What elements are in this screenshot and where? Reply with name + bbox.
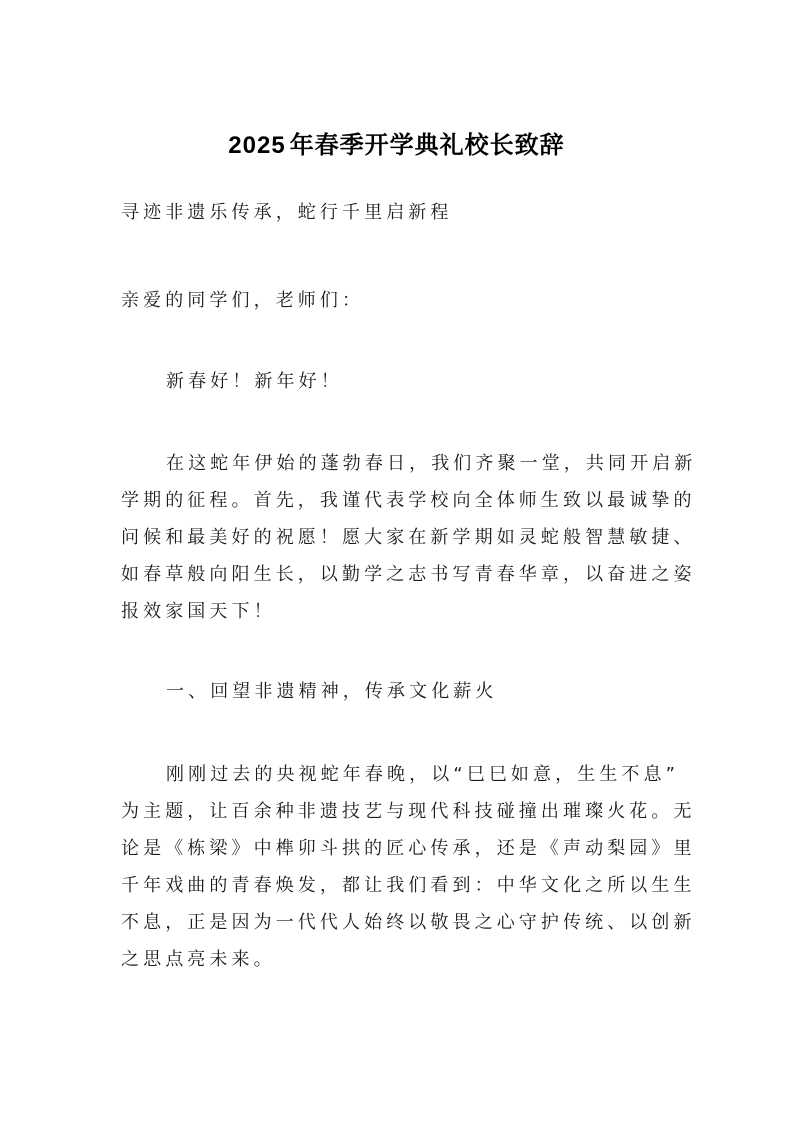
paragraph-line: 在这蛇年伊始的蓬勃春日，我们齐聚一堂，共同开启新 [166,453,697,474]
paragraph-line: 学期的征程。首先，我谨代表学校向全体师生致以最诚挚的 [121,490,696,511]
salutation: 亲爱的同学们，老师们： [121,290,365,311]
section-heading: 一、回望非遗精神，传承文化薪火 [166,681,498,702]
paragraph-line: 之思点亮未来。 [121,949,276,970]
document-title [0,127,793,164]
paragraph-line: 报效家国天下！ [121,601,276,622]
paragraph-line: 论是《栋梁》中榫卯斗拱的匠心传承，还是《声动梨园》里 [121,838,696,859]
title-text: 年春季开学典礼校长致辞 [289,131,565,159]
paragraph-line: 如春草般向阳生长，以勤学之志书写青春华章，以奋进之姿 [121,564,696,585]
paragraph-line: 问候和最美好的祝愿！愿大家在新学期如灵蛇般智慧敏捷、 [121,527,696,548]
subtitle: 寻迹非遗乐传承，蛇行千里启新程 [121,202,453,223]
title-year: 2025 [228,132,286,159]
paragraph-line: 为主题，让百余种非遗技艺与现代科技碰撞出璀璨火花。无 [121,801,696,822]
paragraph-line: 刚刚过去的央视蛇年春晚，以“巳巳如意，生生不息” [166,764,680,785]
paragraph-line: 不息，正是因为一代代人始终以敬畏之心守护传统、以创新 [121,912,696,933]
greeting: 新春好！新年好！ [166,371,343,392]
paragraph-line: 千年戏曲的青春焕发，都让我们看到：中华文化之所以生生 [121,875,696,896]
